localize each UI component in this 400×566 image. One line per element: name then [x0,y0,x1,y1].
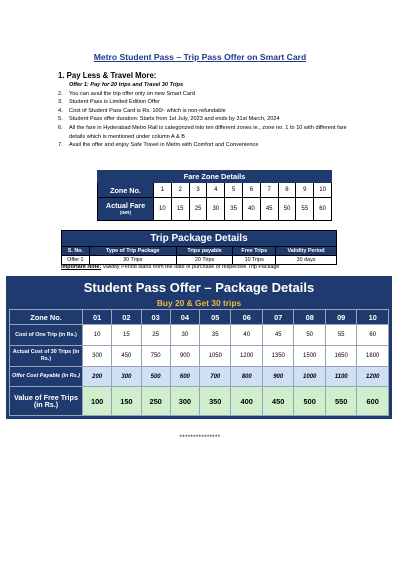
zone-number: 7 [260,183,278,198]
end-stars: *************** [179,435,221,441]
package-zone: 09 [325,310,356,325]
list-item-number: 3. [58,99,63,106]
package-row [10,387,389,416]
zone-number: 9 [296,183,314,198]
offer-list [58,70,358,150]
package-cell: 550 [325,387,356,416]
list-item-number: 5. [58,116,63,123]
package-cell: 150 [112,387,141,416]
package-cell: 500 [294,387,325,416]
list-item [58,115,358,124]
list-item-text: Student Pass is Limited Edition Offer [69,99,160,106]
important-note: Important Note: Validity Period starts from the date of purchase of respective Trip Package [61,264,280,270]
package-zone: 07 [262,310,293,325]
package-cell: 1350 [262,346,293,367]
package-cell: 35 [200,325,231,346]
package-cell: 900 [262,367,293,387]
package-zone: 01 [83,310,112,325]
package-cell: 100 [83,387,112,416]
trip-cell: 30 Trips [89,256,176,265]
package-cell: 55 [325,325,356,346]
package-table [9,309,389,416]
package-subtitle: Buy 20 & Get 30 trips [156,298,242,308]
list-item [58,98,358,107]
package-cell: 800 [231,367,262,387]
package-cell: 15 [112,325,141,346]
package-cell: 500 [141,367,170,387]
offer-items [58,90,358,150]
trip-cell: 20 Trips [176,256,233,265]
zone-fare: 10 [154,198,172,221]
package-cell: 300 [112,367,141,387]
package-zone: 06 [231,310,262,325]
zone-fare: 15 [171,198,189,221]
zone-fare: 55 [296,198,314,221]
zone-number: 6 [242,183,260,198]
zone-fare: 60 [314,198,332,221]
section-heading: 1. Pay Less & Travel More: [58,71,157,80]
package-cell: 750 [141,346,170,367]
trip-cell: Offer 1 [62,256,90,265]
package-cell: 50 [294,325,325,346]
package-cell: 25 [141,325,170,346]
zone-number: 2 [171,183,189,198]
package-cell: 1200 [231,346,262,367]
fare-zone-caption: Fare Zone Details [98,171,332,183]
list-item-text: Student Pass offer duration: Starts from 1st July, 2023 and ends by 31st March, 2024 [69,116,280,123]
fare-label: Actual Fare (INR) [98,198,154,221]
package-zone: 02 [112,310,141,325]
package-cell: 900 [170,346,199,367]
package-details [6,276,392,419]
list-item [58,141,358,150]
package-zone: 04 [170,310,199,325]
package-row-label: Offer Cost Payable (in Rs.) [10,367,83,387]
trip-cell: 30 days [276,256,337,265]
list-item-text: Avail the offer and enjoy Safe Travel in Metro with Comfort and Convenience [69,142,259,149]
trip-header: S. No. [62,247,90,256]
page-title: Metro Student Pass – Trip Pass Offer on Smart Card [93,52,307,62]
trip-header: Free Trips [233,247,276,256]
zone-fare: 45 [260,198,278,221]
package-row [10,367,389,387]
package-row [10,325,389,346]
package-cell: 60 [357,325,389,346]
list-item-number: 2. [58,90,63,97]
package-cell: 1650 [325,346,356,367]
zone-number: 1 [154,183,172,198]
zone-number: 4 [207,183,225,198]
package-row-label: Cost of One Trip (in Rs.) [10,325,83,346]
trip-package-table [61,230,337,265]
package-zone: 03 [141,310,170,325]
package-cell: 700 [200,367,231,387]
zone-fare: 50 [278,198,296,221]
list-item [58,124,358,141]
zone-number: 8 [278,183,296,198]
package-row-label: Value of Free Trips (in Rs.) [10,387,83,416]
package-cell: 450 [112,346,141,367]
list-item-number: 4. [58,107,63,114]
zone-number: 3 [189,183,207,198]
package-cell: 30 [170,325,199,346]
list-item-text: You can avail the trip offer only on new Smart Card [69,90,195,97]
package-title: Student Pass Offer – Package Details [83,280,315,295]
zone-number: 5 [225,183,243,198]
package-cell: 1800 [357,346,389,367]
package-cell: 450 [262,387,293,416]
package-row [10,346,389,367]
package-cell: 200 [83,367,112,387]
package-cell: 10 [83,325,112,346]
package-cell: 45 [262,325,293,346]
package-row-label: Actual Cost of 30 Trips (in Rs.) [10,346,83,367]
package-zone-label: Zone No. [10,310,83,325]
zone-number: 10 [314,183,332,198]
section-subheading: Offer 1: Pay for 20 trips and Travel 30 Trips [69,82,184,88]
package-cell: 40 [231,325,262,346]
list-item-text: Cost of Student Pass Card is Rs. 100/- which is non-refundable [69,107,226,114]
trip-package-caption: Trip Package Details [62,231,337,247]
zone-fare: 25 [189,198,207,221]
zone-fare: 30 [207,198,225,221]
package-cell: 1000 [294,367,325,387]
package-cell: 600 [170,367,199,387]
list-item-number: 6. [58,124,63,131]
package-cell: 300 [83,346,112,367]
package-cell: 350 [200,387,231,416]
package-cell: 300 [170,387,199,416]
list-item-number: 7. [58,142,63,149]
package-cell: 1100 [325,367,356,387]
list-item [58,107,358,116]
list-item-text: All the fare in Hyderabad Metro Rail is categorized into ten different zones ie., zone no. 1 to 10 with different fare details which is mentioned under column A & B [69,124,347,140]
package-cell: 600 [357,387,389,416]
package-cell: 250 [141,387,170,416]
package-cell: 1500 [294,346,325,367]
zone-label: Zone No. [98,183,154,198]
trip-cell: 10 Trips [233,256,276,265]
trip-header: Trips payable [176,247,233,256]
trip-header: Type of Trip Package [89,247,176,256]
package-cell: 400 [231,387,262,416]
package-cell: 1200 [357,367,389,387]
package-zone: 10 [357,310,389,325]
trip-header: Validity Period [276,247,337,256]
package-zone: 05 [200,310,231,325]
zone-fare: 35 [225,198,243,221]
package-zone: 08 [294,310,325,325]
zone-fare: 40 [242,198,260,221]
list-item [58,90,358,99]
package-cell: 1050 [200,346,231,367]
fare-zone-table [97,170,332,221]
